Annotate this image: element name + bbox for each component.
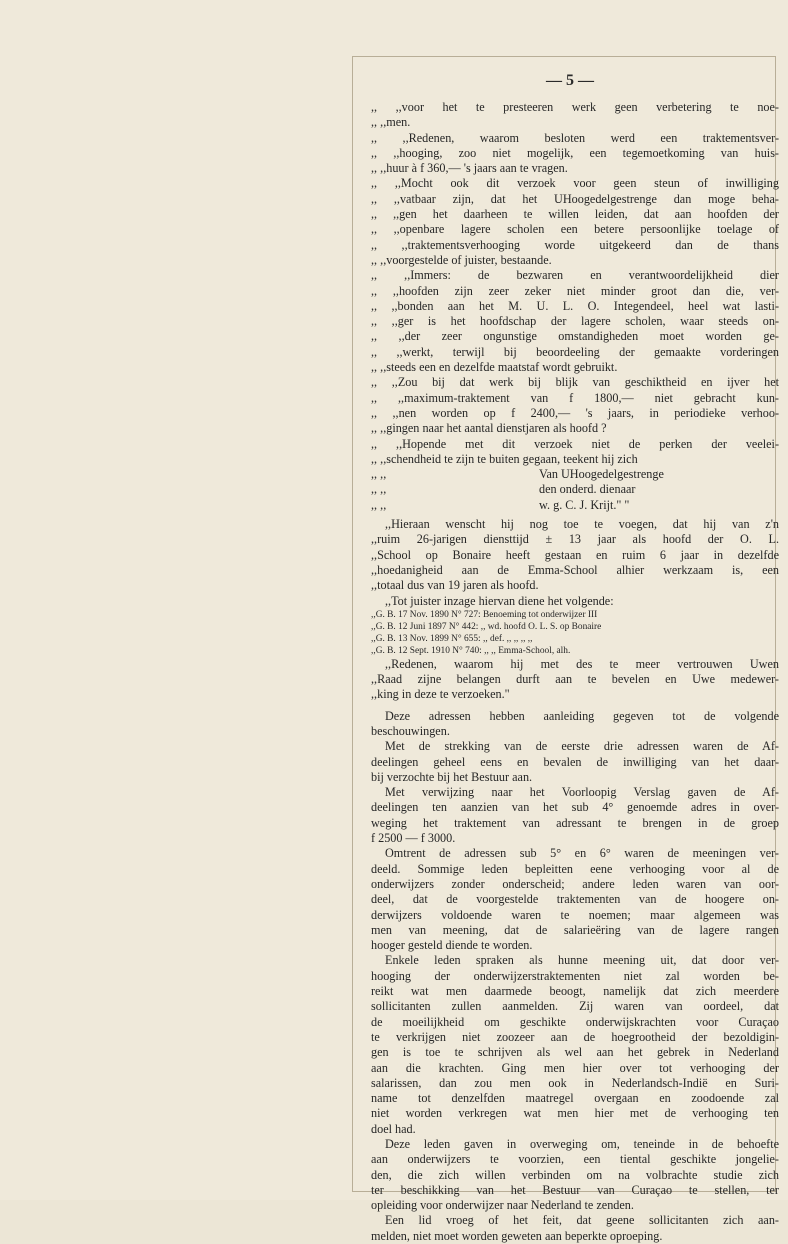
continuation-line: ,,totaal dus van 19 jaren als hoofd. [371,578,539,593]
body-line: Deze adressen hebben aanleiding gegeven tot de volgende [385,708,779,723]
body-line: de moeilijkheid om geschikte onderwijskrachten voor Curaçao [371,1014,779,1029]
petition-line: ,, ,,huur à f 360,— 's jaars aan te vragen. [371,161,568,176]
body-line: niet worden verkregen wat men hier met de verhooging ten [371,1106,779,1121]
petition-line: ,, ,,werkt, terwijl bij beoordeeling der gemaakte vorderingen [371,344,779,359]
body-line: Deze leden gaven in overweging om, teneinde in de behoefte [385,1137,779,1151]
body-line: Een lid vroeg of het feit, dat geene sollicitanten zich aan- [385,1213,779,1228]
body-line: Met de strekking van de eerste drie adressen waren de Af- [385,739,779,754]
body-line: te verkrijgen niet zoozeer aan de hoegrootheid der bezoldigin- [371,1029,779,1044]
petition-line: ,, ,,vatbaar zijn, dat het UHoogedelgestrenge dan moge beha- [371,191,779,206]
closing-text: w. g. C. J. Krijt." " [539,497,630,512]
references-list [371,609,779,657]
closing-signature [371,467,779,513]
text-column [371,100,779,1244]
body-line: den, die zich willen verbinden om na volbrachte studie zich [371,1167,779,1182]
body-line: Met verwijzing naar het Voorloopig Verslag gaven de Af- [385,785,779,800]
petition-line: ,, ,,hoofden zijn zeer zeker niet minder groot dan die, ver- [371,283,779,298]
closing-line [371,467,779,482]
body-line: sollicitanten zullen aanmelden. Zij waren van oordeel, dat [371,999,779,1014]
continuation-line: ,,Tot juister inzage hiervan diene het volgende: [385,593,614,608]
body-line: f 2500 — f 3000. [371,831,456,846]
petition-line: ,, ,,Hopende met dit verzoek niet de perken der veelei- [371,436,779,451]
petition-line: ,, ,,men. [371,115,411,130]
continuation-quote [371,517,779,609]
body-line: opleiding voor onderwijzer naar Nederland te zenden. [371,1198,634,1213]
closing-line [371,482,779,497]
body-line: ter beschikking van het Bestuur van Curaçao te stellen, ter [371,1182,779,1197]
petition-line: ,, ,,hooging, zoo niet mogelijk, een tegemoetkoming van huis- [371,145,779,160]
continuation-line: ,,ruim 26-jarigen diensttijd ± 13 jaar als hoofd der O. L. [371,532,779,547]
petition-line: ,, ,,openbare lagere scholen een betere persoonlijke toelage of [371,222,779,237]
body-line: doel had. [371,1121,416,1136]
body-line: salarissen, dan zou men ook in Nederlandsch-Indië en Suri- [371,1075,779,1090]
body-line: beschouwingen. [371,723,450,738]
closing-text: den onderd. dienaar [539,482,636,497]
body-line: hooger gesteld diende te worden. [371,938,533,953]
petition-line: ,, ,,voor het te presteeren werk geen verbetering te noe- [371,100,779,114]
continuation-line: ,,School op Bonaire heeft gestaan en ruim 6 jaar in dezelfde [371,547,779,562]
petition-quote [371,100,779,467]
reference-line: ,,G. B. 17 Nov. 1890 N° 727: Benoeming tot onderwijzer III [371,609,598,620]
body-line: derwijzers voldoende waren te noemen; maar algemeen was [371,907,779,922]
petition-line: ,, ,,voorgestelde of juister, bestaande. [371,252,552,267]
closing-prefix: ,, ,, [371,497,387,512]
body-line: melden, niet moet worden geweten aan beperkte oproeping. [371,1228,663,1243]
petition-line: ,, ,,Zou bij dat werk bij blijk van geschiktheid en ijver het [371,375,779,390]
body-line: Enkele leden spraken als hunne meening uit, dat door ver- [385,953,779,968]
petition-line: ,, ,,ger is het hoofdschap der lagere scholen, waar steeds on- [371,314,779,329]
body-line: aan onderwijzers te voorzien, een tiental geschikte jongelie- [371,1152,779,1167]
body-text [371,709,779,1244]
body-line: aan die krachten. Ging men hier over tot verhooging der [371,1060,779,1075]
body-line: reikt wat men daarmede beoogt, namelijk dat zich meerdere [371,984,779,999]
closing-prefix: ,, ,, [371,482,387,497]
body-line: name tot denzelfden maatregel overgaan en zoodoende zal [371,1091,779,1106]
petition-line: ,, ,,maximum-traktement van f 1800,— niet gebracht kun- [371,390,779,405]
petition-line: ,, ,,schendheid te zijn te buiten gegaan, teekent hij zich [371,451,638,466]
petition-line: ,, ,,Redenen, waarom besloten werd een traktementsver- [371,130,779,145]
petition-line: ,, ,,Immers: de bezwaren en verantwoordelijkheid dier [371,268,779,283]
body-line: deeld. Sommige leden bepleitten eene verhooging voor al de [371,861,779,876]
body-line: gen is toe te schrijven als wel aan het gebrek in Nederland [371,1045,779,1060]
continuation-line: ,,Hieraan wenscht hij nog toe te voegen, dat hij van z'n [385,517,779,532]
closing-prefix: ,, ,, [371,467,387,482]
continuation-line: ,,hoedanigheid aan de Emma-School alhier werkzaam is, een [371,562,779,577]
petition-line: ,, ,,bonden aan het M. U. L. O. Integendeel, heel wat lasti- [371,298,779,313]
reference-line: ,,G. B. 12 Sept. 1910 N° 740: ,, ,, Emma-School, alh. [371,645,571,656]
request-line: ,,Redenen, waarom hij met des te meer vertrouwen Uwen [385,656,779,671]
petition-line: ,, ,,Mocht ook dit verzoek voor geen steun of inwilliging [371,176,779,191]
request-quote [371,657,779,703]
body-line: onderwijzers zonder onderscheid; andere leden waren van oor- [371,876,779,891]
petition-line: ,, ,,nen worden op f 2400,— 's jaars, in periodieke verhoo- [371,405,779,420]
petition-line: ,, ,,traktementsverhooging worde uitgekeerd dan de thans [371,237,779,252]
body-line: Omtrent de adressen sub 5° en 6° waren de meeningen ver- [385,846,779,861]
page-number: — 5 — [546,72,594,89]
body-line: weging het traktement van adressant te brengen in de groep [371,815,779,830]
petition-line: ,, ,,der zeer ongunstige omstandigheden moet worden ge- [371,329,779,344]
reference-line: ,,G. B. 12 Juni 1897 N° 442: ,, wd. hoofd O. L. S. op Bonaire [371,621,602,632]
closing-line [371,498,779,513]
body-line: men van meening, dat de salarieëring van de lagere rangen [371,922,779,937]
body-line: hooging der onderwijzerstraktementen niet zal worden be- [371,968,779,983]
body-line: deelingen geheel eens en bevalen de inwilliging van het daar- [371,754,779,769]
body-line: bij verzochte bij het Bestuur aan. [371,769,533,784]
closing-text: Van UHoogedelgestrenge [539,467,664,482]
request-line: ,,king in deze te verzoeken." [371,687,510,702]
body-line: deel, dat de voorgestelde traktementen van de hoogere on- [371,892,779,907]
request-line: ,,Raad zijne belangen durft aan te bevelen en Uwe medewer- [371,672,779,687]
reference-line: ,,G. B. 13 Nov. 1899 N° 655: ,, def. ,, ,, ,, ,, [371,633,533,644]
body-line: deelingen ten aanzien van het sub 4° genoemde adres in over- [371,800,779,815]
petition-line: ,, ,,gingen naar het aantal dienstjaren als hoofd ? [371,421,607,436]
petition-line: ,, ,,gen het daarheen te willen leiden, dat aan hoofden der [371,207,779,222]
petition-line: ,, ,,steeds een en dezelfde maatstaf wordt gebruikt. [371,360,618,375]
